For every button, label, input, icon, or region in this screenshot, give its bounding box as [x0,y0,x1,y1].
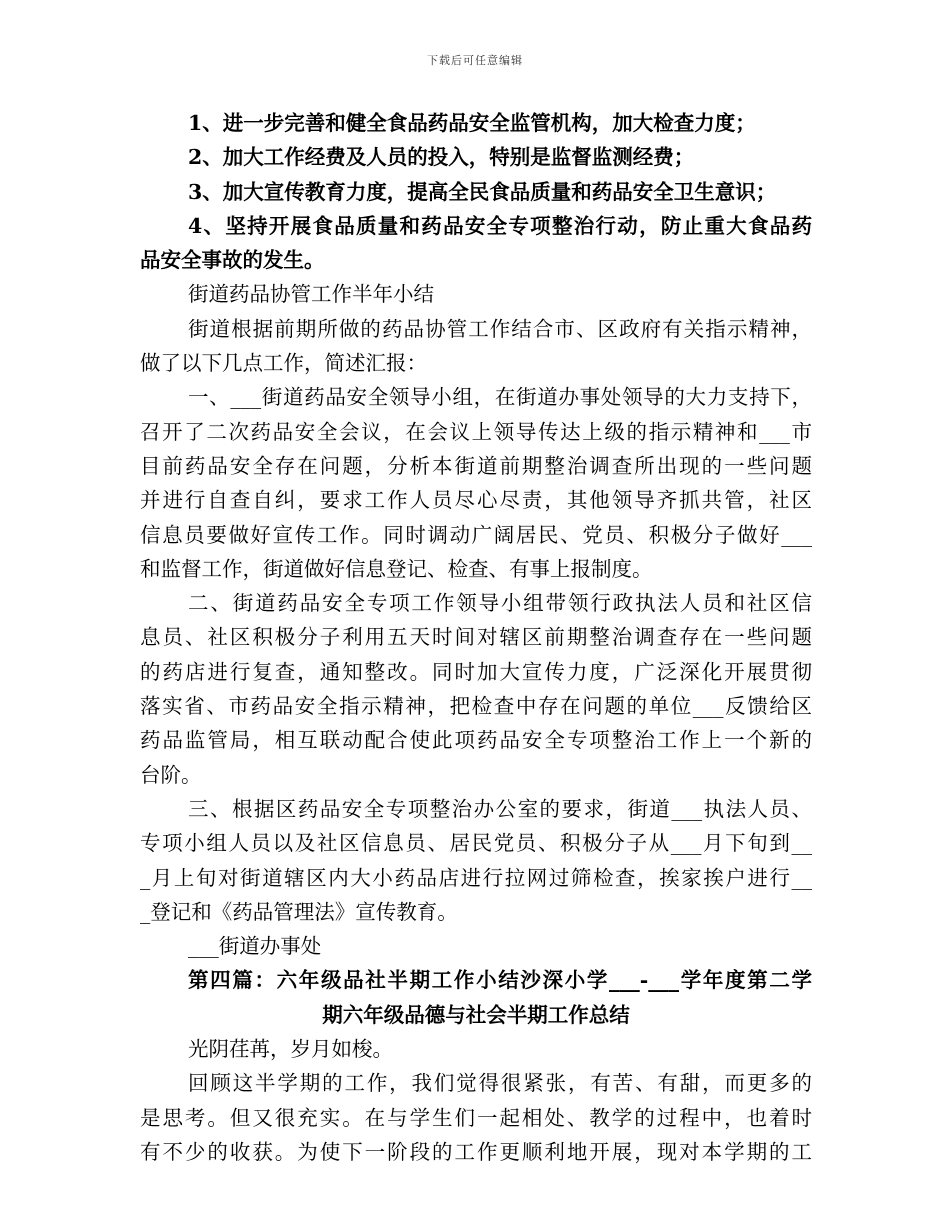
text-line: 三、根据区药品安全专项整治办公室的要求，街道___执法人员、 [188,796,812,821]
text-line: 做了以下几点工作，简述汇报： [140,351,427,376]
text-line: 一、___街道药品安全领导小组，在街道办事处领导的大力支持下， [188,385,812,410]
signature-line: ___街道办事处 [188,934,322,959]
page-header-note: 下载后可任意编辑 [427,54,523,67]
text-line: _月上旬对街道辖区内大小药品店进行拉网过筛检查，挨家挨户进行__ [140,865,812,890]
text-line: 召开了二次药品安全会议，在会议上领导传达上级的指示精神和___市 [140,419,812,444]
section-title: 街道药品协管工作半年小结 [188,282,434,307]
text-line: _登记和《药品管理法》宣传教育。 [140,899,458,924]
text-line: 回顾这半学期的工作，我们觉得很紧张，有苦、有甜，而更多的 [188,1071,812,1096]
text-line: 4、坚持开展食品质量和药品安全专项整治行动，防止重大食品药 [188,213,812,238]
text-line: 和监督工作，街道做好信息登记、检查、有事上报制度。 [140,556,653,581]
text-line: 并进行自查自纠，要求工作人员尽心尽责，其他领导齐抓共管，社区 [140,488,812,513]
text-line: 有不少的收获。为使下一阶段的工作更顺利地开展，现对本学期的工 [140,1139,812,1164]
chapter-heading-line: 期六年级品德与社会半期工作总结 [322,1002,630,1027]
text-line: 目前药品安全存在问题，分析本街道前期整治调查所出现的一些问题 [140,453,812,478]
text-line: 3、加大宣传教育力度，提高全民食品质量和药品安全卫生意识； [188,179,777,204]
text-line: 息员、社区积极分子利用五天时间对辖区前期整治调查存在一些问题 [140,625,812,650]
text-line: 药品监管局，相互联动配合使此项药品安全专项整治工作上一个新的 [140,728,812,753]
text-line: 是思考。但又很充实。在与学生们一起相处、教学的过程中，也着时 [140,1105,812,1130]
text-line: 信息员要做好宣传工作。同时调动广阔居民、党员、积极分子做好___ [140,522,812,547]
text-line: 光阴荏苒，岁月如梭。 [188,1037,393,1062]
text-line: 台阶。 [140,762,202,787]
text-line: 落实省、市药品安全指示精神，把检查中存在问题的单位___反馈给区 [140,694,812,719]
text-line: 品安全事故的发生。 [140,248,325,273]
text-line: 专项小组人员以及社区信息员、居民党员、积极分子从___月下旬到__ [140,831,812,856]
text-line: 街道根据前期所做的药品协管工作结合市、区政府有关指示精神， [188,316,812,341]
text-line: 的药店进行复查，通知整改。同时加大宣传力度，广泛深化开展贯彻 [140,659,812,684]
document-body [140,106,812,1169]
text-line: 二、街道药品安全专项工作领导小组带领行政执法人员和社区信 [188,591,812,616]
text-line: 1、进一步完善和健全食品药品安全监管机构，加大检查力度； [188,111,756,135]
chapter-heading-line: 第四篇：六年级品社半期工作小结沙深小学___-___学年度第二学 [188,968,812,993]
text-line: 2、加大工作经费及人员的投入，特别是监督监测经费； [188,145,695,170]
